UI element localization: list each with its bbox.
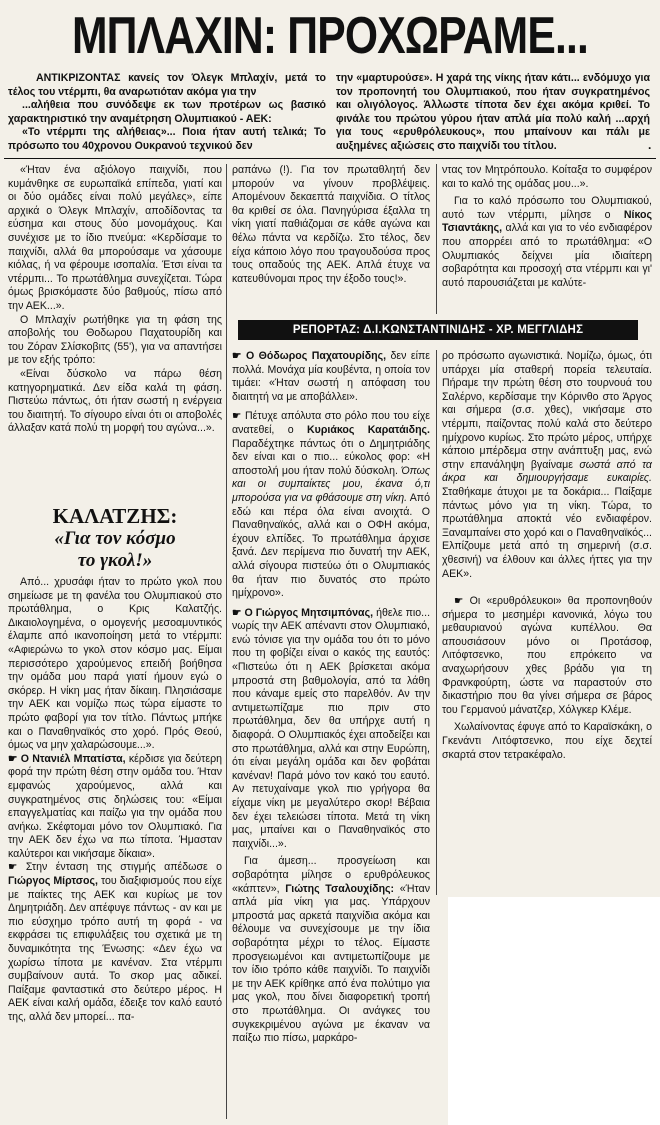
column-divider-2 [436, 350, 437, 895]
col2-p3-name: ☛ Ο Γιώργος Μητσιμπόνας, [232, 606, 374, 619]
col2-top-text: ραπάνω (!). Για τον πρωταθλητή δεν μπορούν να γίνουν προβλέψεις. Απομένουν δεκαεπτά παιχνίδια. Ο τίτλος θα κριθεί σε όλα. Πανηγύρισα έξαλλα τη νίκη γιατί παθιάζομαι σε κάθε αγώνα και θέλω πάντα να κερδίζω. Στο τέλος, δεν είχα κάποιο λόγο που τραγουδούσα προς τους οπαδούς της ΑΕΚ. Απλά έτυχε να κατευθύνομαι προς την έξοδο τους!». [232, 164, 430, 285]
col2-p4-name: Γιώτης Τσαλουχίδης: [285, 882, 395, 895]
col1-p1: «Ήταν ένα αξιόλογο παιχνίδι, που κυμάνθηκε σε ευρωπαϊκά επίπεδα, γιατί και οι δύο ομάδες είναι πολύ μεγάλες», είπε αρχικά ο Όλεγκ Μπλαχίν, αποδίδοντας τα εύσημα και στους δύο μονομάχους. Και συνέχισε με το ίδιο πνεύμα: «Κερδίσαμε το παιχνίδι, αλλά θα μπορούσαμε να χάσουμε κιόλας, ή να φέρουμε ισοπαλία. Έτσι είναι τα ντέρμπι... Το πρωτάθλημα συνεχίζεται. Τώρα όμως βρισκόμαστε δύο βαθμούς, πίσω από την ΑΕΚ...». [8, 164, 222, 312]
col2-p2-text-b: Από εδώ και πέρα όλα είναι ανοιχτά. Ο Παναθηναϊκός, αλλά και ο ΟΦΗ ακόμα, έχουν ελπίδες. Το πρωτάθλημα άρχισε ξανά. Δεν περίμενα πιο δυνατή την ΑΕΚ, αλλά σίγουρα πιστεύω ότι ο Ολυμπιακός θα ήταν πιο δυνατός στο πρώτο ημίχρονο». [232, 491, 430, 600]
col1-p2: Ο Μπλαχίν ρωτήθηκε για τη φάση της αποβολής του Θοδωρου Παχατουρίδη και του Ζόραν Σλίσκοβιτς (55'), για να απαντήσει με τον εξής τρόπο: [8, 313, 222, 367]
col1-p6-lead: ☛ Στην ένταση της στιγμής απέδωσε ο [8, 861, 222, 874]
lead-right [336, 72, 650, 154]
col1-p5 [8, 753, 222, 862]
column-3 [442, 350, 652, 762]
column-divider-2-top [436, 164, 437, 314]
col2-p1-name: ☛ Ο Θόδωρος Παχατουρίδης, [232, 350, 387, 362]
report-byline: ΡΕΠΟΡΤΑΖ: Δ.Ι.ΚΩΝΣΤΑΝΤΙΝΙΔΗΣ - ΧΡ. ΜΕΓΓΛΙΔΗΣ [238, 320, 638, 340]
col1-p5-name: ☛ Ο Ντανιέλ Μπατίστα, [8, 752, 126, 765]
column-divider-1 [226, 164, 227, 1119]
col2-p4-text: «Ήταν απλά μία νίκη για μας. Υπάρχουν μπροστά μας αρκετά παιχνίδια ακόμα και θέλουμε να συνεχίσουμε με την ίδια σοβαρότητα μέχρι το τέλος. Είμαστε προσγειωμένοι και αντιμετωπίζουμε με τον ίδιο τρόπο κάθε παιχνίδι. Το παιχνίδι με την ΑΕΚ κρίθηκε από ένα πολύτιμο για μας γκολ, που δίνει διαφορετική τροπή στο πρωτάθλημα. Οι ανάγκες του συγκεκριμένου αγώνα με έκαναν να παίξω πιο πίσω, μαρκάρο- [232, 882, 431, 1045]
col3-p1-italic: σωστά από τα άκρα και δημιουργήσαμε ευκαιρίες. [442, 458, 652, 485]
col2-p3 [232, 607, 430, 852]
blank-corner [448, 897, 660, 1125]
col3-p2: ☛ Οι «ερυθρόλευκοι» θα προπονηθούν σήμερα το μεσημέρι κανονικά, λόγω του μεθαυριανού αγώνα κυπέλλου. Θα απουσιάσουν μόνο οι Προτάσοφ, Λιτόφτσενκο, που επρόκειτο να αναχωρήσουν χθες βράδυ για τη Φρανκφούρτη, ώστε να παραστούν στο δικαστήριο που θα γίνει σήμερα σε βάρος του Γερμανού μάνατζερ, Χόλγκερ Κλέμε. [442, 595, 652, 716]
col1-p4: Από... χρυσάφι ήταν το πρώτο γκολ που σημείωσε με τη φανέλα του Ολυμπιακού στο πρωτάθλημα, ο Κρις Καλατζής. Δικαιολογημένα, ο ομογενής μεσοαμυντικός έλαμπε από ικανοποίηση μετά το ντέρμπι: «Αφιερώνω το γκολ στον κόσμο μας. Είμαι περισσότερο χαρούμενος επειδή βοήθησα την ομάδα μου παρά γιατί ήμουν εγώ ο σκόρερ. Η νίκη μας ήταν δίκαιη. Πλησιάσαμε την ΑΕΚ και νομίζω πως τώρα είμαστε το πρώτο φαβορί για τον τίτλο. Πάντως μπήκε και ο Παναθηναϊκός στο χορό. Πρός Θεού, όμως να μην χαλαρώσουμε...». [8, 576, 222, 752]
column-2-top [232, 164, 430, 286]
col3-p1-text: ρο πρόσωπο αγωνιστικά. Νομίζω, όμως, ότι υπάρχει μία σταθερή πορεία τελευταία. Πήραμε την πρώτη θέση στο τουρνουά του Σαλέρνο, κερδίσαμε την Κόρινθο στο Άργος και σήμερα (σ.σ. χθες), νικήσαμε στο ντέρμπι, παίζοντας πολύ καλά στο δεύτερο ημίχρονο κυρίως. Στο πρώτο μέρος, υπήρχε κάποιο μπέρδεμα στην ανάπτυξη μας, ενώ στην επανάληψη βγαίναμε [442, 350, 652, 471]
col1-p5-text: κέρδισε για δεύτερη φορά την πρώτη θέση στην ομάδα του. Ήταν εμφανώς χαρούμενος, αλλά και συγκρατημένος στις δηλώσεις του: «Είμαι επαγγελματίας και παίζω για την ομάδα που ανήκω. Σκέφτομαι μόνο τον Ολυμπιακό. Για την ΑΕΚ δεν έχω να πω τίποτα. Ήμασταν καλύτεροι και νικήσαμε δίκαια». [8, 752, 222, 860]
col2-p2-text: Παραδέχτηκε πάντως ότι ο Δημητριάδης δεν είναι και ο πιο... εύκολος φορ: «Η αποστολή μου ήταν πολύ δύσκολη. [232, 437, 430, 477]
lead-right-text: την «μαρτυρούσε». Η χαρά της νίκης ήταν κάτι... ενδόμυχο για τον προπονητή του Ολυμπιακού, που ήταν συγκρατημένος και ολιγόλογος. Άλλωστε τίποτα δεν έχει ακόμα κριθεί. Το φινάλε του πρώτου γύρου ήταν απλά μία πολύ καλή ...αρχή για τους «ερυθρόλευκους», που μπαίνουν και πάλι με αυξημένες αξιώσεις στο παιχνίδι του τίτλου. [336, 72, 650, 152]
divider-top [4, 158, 656, 159]
col3-top-p2 [442, 195, 652, 290]
lead-left-p1: ΑΝΤΙΚΡΙΖΟΝΤΑΣ κανείς τον Όλεγκ Μπλαχίν, μετά το τέλος του ντέρμπι, θα αναρωτιόταν ακόμα για την [8, 72, 326, 98]
col2-p2-italic: Όπως και οι συμπαίκτες μου, έκανα ό,τι μπορούσα για να φθάσουμε στη νίκη. [232, 464, 430, 504]
col2-p1-text: δεν είπε πολλά. Μονάχα μία κουβέντα, η οποία τον τιμάει: «Ήταν σωστή η απόφαση του διαιτητή να με αποβάλλει». [232, 350, 430, 403]
column-1-lower [8, 576, 222, 1025]
col2-p1 [232, 350, 430, 404]
col1-p3: «Είναι δύσκολο να πάρω θέση κατηγορηματικά. Δεν είδα καλά τη φάση. Πιστεύω πάντως, ότι ήταν σωστή η ενέργεια του διαιτητή. Το σίγουρο είναι ότι οι αποβολές άλλαξαν κατά πολύ τη μορφή του αγώνα...». [8, 367, 222, 435]
col2-p2-lead: ☛ Πέτυχε απόλυτα στο ρόλο που του είχε ανατεθεί, ο [232, 410, 430, 436]
col2-p4 [232, 855, 430, 1045]
col3-top-p2-lead: Για το καλό πρόσωπο του Ολυμπιακού, αυτό των ντέρμπι, μίλησε ο [442, 195, 652, 221]
subheading-line2: «Για τον κόσμο [54, 528, 176, 549]
lead-left-p2: ...αλήθεια που συνόδεψε εκ των προτέρων ως βασικό χαρακτηριστικό την αναμέτρηση Ολυμπιακού - ΑΕΚ: [8, 99, 326, 125]
col3-top-p1: ντας τον Μητρόπουλο. Κοίταξα το συμφέρον και το καλό της ομάδας μου...». [442, 164, 652, 190]
subheading-kalatzis [8, 504, 222, 572]
subheading-line3: το γκολ!» [77, 550, 153, 571]
lead-left-p3: «Το ντέρμπι της αλήθειας»... Ποια ήταν αυτή τελικά; Το πρόσωπο του 40χρονου Ουκρανού τεχνικού δεν [8, 126, 326, 152]
col3-top-name: Νίκος Τσιαντάκης, [442, 208, 652, 235]
col1-p6-name: Γιώργος Μίρτσος, [8, 875, 98, 888]
col1-p6 [8, 861, 222, 1024]
lead-left [8, 72, 326, 154]
col3-p3: Χωλαίνοντας έφυγε από το Καραϊσκάκη, ο Γκενάντι Λιτόφτσενκο, που είχε δεχτεί σκαρτά στον τετρακέφαλο. [442, 721, 652, 761]
col3-p1-text-b: Σταθήκαμε άτυχοι με τα δοκάρια... Παίξαμε πάντως μόνο για τη νίκη. Τώρα, το πρωτάθλημα αποκτά νέο ενδιαφέρον. Ξαναμπαίνει στο χορό και ο Παναθηναϊκός... Ελπίζουμε μετά από τη σημερινή (σ.σ. χθεσινή) να έλθουν και άλλες ήττες για την ΑΕΚ». [442, 485, 652, 580]
column-2 [232, 350, 430, 1046]
headline: ΜΠΛΑΧΙΝ: ΠΡΟΧΩΡΑΜΕ... [71, 7, 589, 65]
col2-p2-name: Κυριάκος Καρατάιδης. [307, 423, 430, 436]
col2-p4-lead: Για άμεση... προσγείωση και σοβαρότητα μίλησε ο ερυθρόλευκος «κάπτεν», [232, 855, 430, 895]
col2-p2 [232, 410, 430, 600]
end-dot: . [648, 138, 652, 152]
col1-p6-text: του διαξιφισμούς που είχε με παίκτες της ΑΕΚ και κυρίως με τον Δημητριάδη. Δεν απέφυγε πάντως - αν και με πιο εύσχημο τρόπο αυτή τη φορά - να εκφράσει τις επιφυλάξεις του σχετικά με τη δυναμικότητα της Ένωσης: «Δεν έχω να χωρίσω τίποτα με κανέναν. Στα ντέρμπι συμβαίνουν αυτά. Το σκορ μας αδικεί. Παίξαμε φανταστικά στο δεύτερο μέρος. Η ΑΕΚ είναι καλή ομάδα, έδειξε τον καλό εαυτό της, αλλά δεν μπορεί... πα- [8, 875, 222, 1023]
column-3-top [442, 164, 652, 290]
col2-p3-text: ήθελε πιο... νωρίς την ΑΕΚ απέναντι στον Ολυμπιακό, ενώ τόνισε για την ομάδα του ότι το μόνο που τη φοβίζει είναι ο κακός της εαυτός: «Πιστεύω ότι η ΑΕΚ βρίσκεται ακόμα μπροστά στη βαθμολογία, από τα λάθη που κάναμε εμείς στο παρελθόν. Αν την αντιμετωπίζαμε πιο πριν στο πρωτάθλημα, δεν θα υπήρχε αυτή η διαφορά. Ο Ολυμπιακός έχει αποδείξει και στο πρωτάθλημα, αλλά και στην Ευρώπη, ότι είναι μεγάλη ομάδα και δεν φοβάται κανέναν! Παρά μόνο τον κακό του εαυτό. Αν πετυχαίναμε γκολ πιο γρήγορα θα είχαμε νίκη με μεγαλύτερο σκορ! Βέβαια δεν έχει τελειώσει τίποτα. Μετά τη νίκη μας, μπαίνει και ο Παναθηναϊκός στο παιχνίδι...». [232, 606, 431, 850]
col3-p1 [442, 350, 652, 581]
column-1 [8, 164, 222, 436]
subheading-line1: ΚΑΛΑΤΖΗΣ: [52, 504, 178, 528]
col3-top-p2-text: αλλά και για το νέο ενδιαφέρον που απορρέει από το πρωτάθλημα: «Ο Ολυμπιακός δείχνει μία ιδιαίτερη σοβαρότητα και προσοχή στα ντέρμπι και γι' αυτό παρουσιάζεται με καλύτε- [442, 222, 652, 289]
